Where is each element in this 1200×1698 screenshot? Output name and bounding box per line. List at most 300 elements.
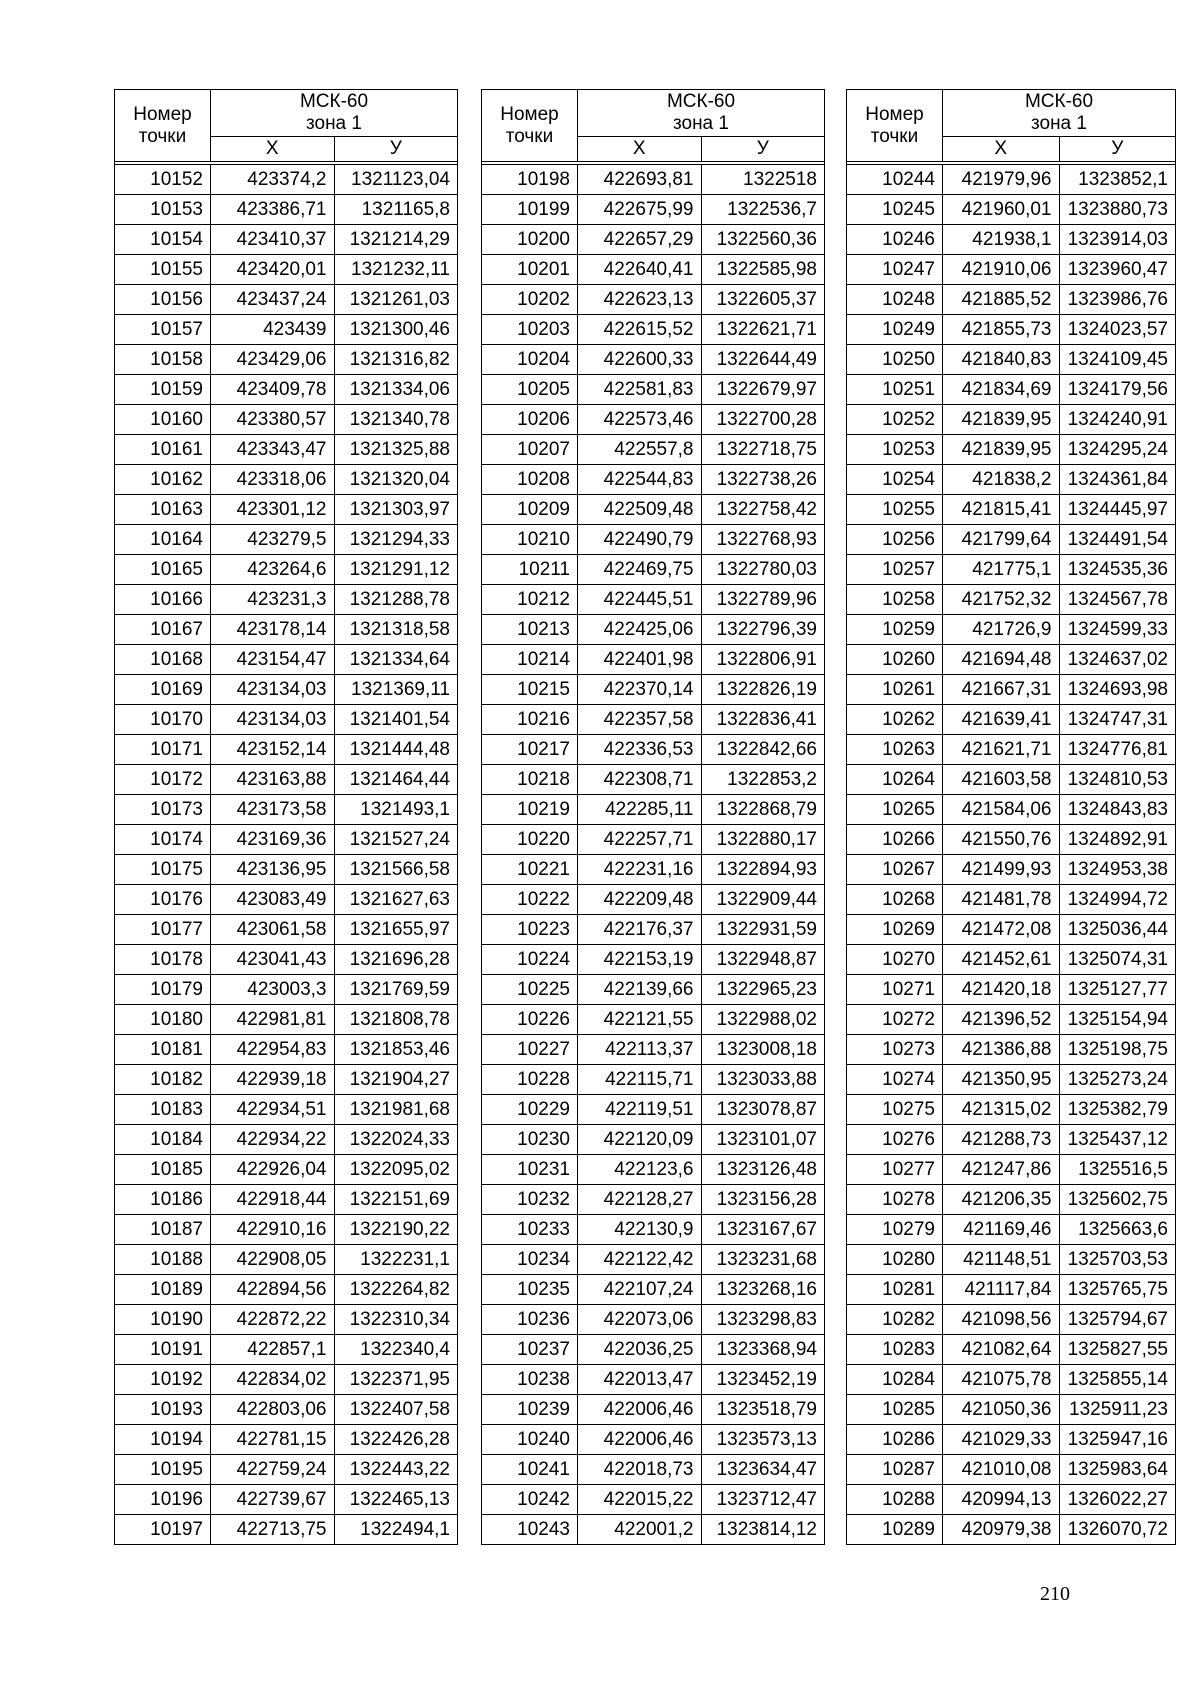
- x-coordinate-cell: 423429,06: [211, 345, 335, 375]
- point-number-cell: 10214: [482, 645, 578, 675]
- point-number-cell: 10205: [482, 375, 578, 405]
- y-coordinate-cell: 1321904,27: [334, 1065, 458, 1095]
- point-number-cell: 10190: [115, 1305, 211, 1335]
- x-coordinate-cell: 421752,32: [943, 585, 1060, 615]
- y-coordinate-cell: 1325602,75: [1059, 1185, 1176, 1215]
- x-coordinate-cell: 422657,29: [578, 225, 702, 255]
- x-coordinate-cell: 421481,78: [943, 885, 1060, 915]
- y-coordinate-cell: 1322465,13: [334, 1485, 458, 1515]
- point-number-cell: 10215: [482, 675, 578, 705]
- x-coordinate-cell: 421050,36: [943, 1395, 1060, 1425]
- x-coordinate-cell: 421098,56: [943, 1305, 1060, 1335]
- y-coordinate-cell: 1321288,78: [334, 585, 458, 615]
- table-row: [482, 825, 825, 855]
- y-coordinate-cell: 1321316,82: [334, 345, 458, 375]
- y-coordinate-cell: 1325983,64: [1059, 1455, 1176, 1485]
- y-coordinate-cell: 1324776,81: [1059, 735, 1176, 765]
- table-row: [115, 1245, 458, 1275]
- y-coordinate-cell: 1321808,78: [334, 1005, 458, 1035]
- table-row: [115, 1185, 458, 1215]
- y-coordinate-cell: 1325198,75: [1059, 1035, 1176, 1065]
- point-number-header: Номер точки: [115, 90, 211, 162]
- y-coordinate-cell: 1324843,83: [1059, 795, 1176, 825]
- table-row: [482, 795, 825, 825]
- table-row: [847, 1095, 1176, 1125]
- table-row: [482, 615, 825, 645]
- point-number-cell: 10278: [847, 1185, 943, 1215]
- point-number-cell: 10244: [847, 165, 943, 195]
- table-row: [847, 915, 1176, 945]
- point-number-cell: 10162: [115, 465, 211, 495]
- x-coordinate-cell: 421550,76: [943, 825, 1060, 855]
- table-row: [115, 555, 458, 585]
- table-row: [482, 1425, 825, 1455]
- table-row: [115, 975, 458, 1005]
- x-coordinate-cell: 422939,18: [211, 1065, 335, 1095]
- point-number-cell: 10192: [115, 1365, 211, 1395]
- point-number-cell: 10232: [482, 1185, 578, 1215]
- point-number-cell: 10221: [482, 855, 578, 885]
- x-coordinate-cell: 423409,78: [211, 375, 335, 405]
- y-coordinate-cell: 1324693,98: [1059, 675, 1176, 705]
- point-number-cell: 10272: [847, 1005, 943, 1035]
- point-number-cell: 10257: [847, 555, 943, 585]
- y-coordinate-cell: 1321340,78: [334, 405, 458, 435]
- y-coordinate-cell: 1325074,31: [1059, 945, 1176, 975]
- point-number-cell: 10181: [115, 1035, 211, 1065]
- x-coordinate-cell: 422120,09: [578, 1125, 702, 1155]
- table-row: [115, 885, 458, 915]
- point-number-cell: 10270: [847, 945, 943, 975]
- x-coordinate-cell: 422623,13: [578, 285, 702, 315]
- table-row: [115, 1335, 458, 1365]
- point-number-cell: 10239: [482, 1395, 578, 1425]
- y-coordinate-cell: 1322806,91: [701, 645, 825, 675]
- x-coordinate-cell: 423061,58: [211, 915, 335, 945]
- table-row: [482, 315, 825, 345]
- table-row: [115, 645, 458, 675]
- point-number-cell: 10240: [482, 1425, 578, 1455]
- x-coordinate-cell: 423264,6: [211, 555, 335, 585]
- x-coordinate-cell: 421979,96: [943, 165, 1060, 195]
- point-number-cell: 10188: [115, 1245, 211, 1275]
- point-number-cell: 10198: [482, 165, 578, 195]
- table-row: [115, 165, 458, 195]
- x-coordinate-cell: 421855,73: [943, 315, 1060, 345]
- point-number-cell: 10159: [115, 375, 211, 405]
- y-coordinate-cell: 1321566,58: [334, 855, 458, 885]
- table-row: [847, 945, 1176, 975]
- table-row: [482, 855, 825, 885]
- table-row: [115, 915, 458, 945]
- x-coordinate-cell: 423152,14: [211, 735, 335, 765]
- x-coordinate-cell: 421350,95: [943, 1065, 1060, 1095]
- x-coordinate-cell: 422122,42: [578, 1245, 702, 1275]
- point-number-cell: 10249: [847, 315, 943, 345]
- point-number-cell: 10255: [847, 495, 943, 525]
- x-header: Х: [578, 137, 702, 162]
- y-coordinate-cell: 1324747,31: [1059, 705, 1176, 735]
- x-coordinate-cell: 422573,46: [578, 405, 702, 435]
- point-number-cell: 10233: [482, 1215, 578, 1245]
- x-coordinate-cell: 423279,5: [211, 525, 335, 555]
- table-row: [847, 975, 1176, 1005]
- y-coordinate-cell: 1324567,78: [1059, 585, 1176, 615]
- y-coordinate-cell: 1322644,49: [701, 345, 825, 375]
- x-coordinate-cell: 421621,71: [943, 735, 1060, 765]
- x-coordinate-cell: 421472,08: [943, 915, 1060, 945]
- table-row: [115, 1515, 458, 1545]
- y-coordinate-cell: 1322190,22: [334, 1215, 458, 1245]
- point-number-cell: 10224: [482, 945, 578, 975]
- y-coordinate-cell: 1321769,59: [334, 975, 458, 1005]
- x-coordinate-cell: 422490,79: [578, 525, 702, 555]
- point-number-cell: 10254: [847, 465, 943, 495]
- table-row: [482, 945, 825, 975]
- point-number-cell: 10225: [482, 975, 578, 1005]
- y-coordinate-cell: 1322842,66: [701, 735, 825, 765]
- x-coordinate-cell: 421148,51: [943, 1245, 1060, 1275]
- point-number-cell: 10169: [115, 675, 211, 705]
- point-number-cell: 10187: [115, 1215, 211, 1245]
- table-row: [482, 165, 825, 195]
- table-row: [847, 435, 1176, 465]
- x-coordinate-cell: 422119,51: [578, 1095, 702, 1125]
- y-coordinate-cell: 1321318,58: [334, 615, 458, 645]
- table-body: [482, 165, 825, 1545]
- x-coordinate-cell: 422107,24: [578, 1275, 702, 1305]
- x-coordinate-cell: 422600,33: [578, 345, 702, 375]
- y-coordinate-cell: 1321300,46: [334, 315, 458, 345]
- y-coordinate-cell: 1321853,46: [334, 1035, 458, 1065]
- y-coordinate-cell: 1322371,95: [334, 1365, 458, 1395]
- point-number-cell: 10267: [847, 855, 943, 885]
- y-coordinate-cell: 1325437,12: [1059, 1125, 1176, 1155]
- table-row: [115, 225, 458, 255]
- point-number-cell: 10186: [115, 1185, 211, 1215]
- x-coordinate-cell: 422908,05: [211, 1245, 335, 1275]
- x-coordinate-cell: 422803,06: [211, 1395, 335, 1425]
- table-row: [482, 375, 825, 405]
- point-number-cell: 10280: [847, 1245, 943, 1275]
- x-coordinate-cell: 422759,24: [211, 1455, 335, 1485]
- y-coordinate-cell: 1324637,02: [1059, 645, 1176, 675]
- x-coordinate-cell: 422121,55: [578, 1005, 702, 1035]
- point-number-cell: 10277: [847, 1155, 943, 1185]
- table-row: [847, 615, 1176, 645]
- y-coordinate-cell: 1321165,8: [334, 195, 458, 225]
- y-coordinate-cell: 1322718,75: [701, 435, 825, 465]
- y-coordinate-cell: 1325827,55: [1059, 1335, 1176, 1365]
- point-number-cell: 10271: [847, 975, 943, 1005]
- point-number-cell: 10183: [115, 1095, 211, 1125]
- table-row: [482, 1005, 825, 1035]
- table-row: [115, 1215, 458, 1245]
- table-row: [115, 375, 458, 405]
- y-coordinate-cell: 1322621,71: [701, 315, 825, 345]
- y-coordinate-cell: 1322494,1: [334, 1515, 458, 1545]
- x-coordinate-cell: 422018,73: [578, 1455, 702, 1485]
- y-coordinate-cell: 1323298,83: [701, 1305, 825, 1335]
- point-number-cell: 10252: [847, 405, 943, 435]
- point-number-cell: 10166: [115, 585, 211, 615]
- y-coordinate-cell: 1325911,23: [1059, 1395, 1176, 1425]
- table-row: [482, 1155, 825, 1185]
- y-coordinate-cell: 1324179,56: [1059, 375, 1176, 405]
- point-number-cell: 10199: [482, 195, 578, 225]
- x-coordinate-cell: 422073,06: [578, 1305, 702, 1335]
- y-coordinate-cell: 1325794,67: [1059, 1305, 1176, 1335]
- x-coordinate-cell: 421420,18: [943, 975, 1060, 1005]
- table-row: [115, 1305, 458, 1335]
- table-row: [115, 1365, 458, 1395]
- point-number-cell: 10178: [115, 945, 211, 975]
- table-row: [482, 345, 825, 375]
- x-coordinate-cell: 422123,6: [578, 1155, 702, 1185]
- y-coordinate-cell: 1321325,88: [334, 435, 458, 465]
- point-number-cell: 10197: [115, 1515, 211, 1545]
- point-number-cell: 10193: [115, 1395, 211, 1425]
- y-coordinate-cell: 1322407,58: [334, 1395, 458, 1425]
- point-number-cell: 10170: [115, 705, 211, 735]
- y-coordinate-cell: 1322024,33: [334, 1125, 458, 1155]
- table-row: [482, 1455, 825, 1485]
- y-coordinate-cell: 1325703,53: [1059, 1245, 1176, 1275]
- table-row: [482, 885, 825, 915]
- y-coordinate-cell: 1323156,28: [701, 1185, 825, 1215]
- point-number-cell: 10286: [847, 1425, 943, 1455]
- y-coordinate-cell: 1322894,93: [701, 855, 825, 885]
- x-coordinate-cell: 421885,52: [943, 285, 1060, 315]
- y-header: У: [1059, 137, 1176, 162]
- x-coordinate-cell: 421910,06: [943, 255, 1060, 285]
- table-row: [482, 405, 825, 435]
- x-coordinate-cell: 420994,13: [943, 1485, 1060, 1515]
- x-coordinate-cell: 421775,1: [943, 555, 1060, 585]
- x-coordinate-cell: 423301,12: [211, 495, 335, 525]
- table-row: [115, 315, 458, 345]
- table-row: [482, 255, 825, 285]
- table-row: [847, 1065, 1176, 1095]
- x-coordinate-cell: 422006,46: [578, 1425, 702, 1455]
- point-number-cell: 10173: [115, 795, 211, 825]
- y-coordinate-cell: 1322826,19: [701, 675, 825, 705]
- y-coordinate-cell: 1324892,91: [1059, 825, 1176, 855]
- x-coordinate-cell: 423420,01: [211, 255, 335, 285]
- table-row: [115, 195, 458, 225]
- y-coordinate-cell: 1324599,33: [1059, 615, 1176, 645]
- point-number-cell: 10161: [115, 435, 211, 465]
- y-coordinate-cell: 1324953,38: [1059, 855, 1176, 885]
- x-coordinate-cell: 422834,02: [211, 1365, 335, 1395]
- x-coordinate-cell: 422675,99: [578, 195, 702, 225]
- y-header: У: [334, 137, 458, 162]
- point-number-cell: 10222: [482, 885, 578, 915]
- x-coordinate-cell: 421639,41: [943, 705, 1060, 735]
- y-coordinate-cell: 1325765,75: [1059, 1275, 1176, 1305]
- table-row: [847, 225, 1176, 255]
- point-number-cell: 10235: [482, 1275, 578, 1305]
- x-coordinate-cell: 421396,52: [943, 1005, 1060, 1035]
- x-coordinate-cell: 422581,83: [578, 375, 702, 405]
- point-number-cell: 10206: [482, 405, 578, 435]
- y-coordinate-cell: 1324023,57: [1059, 315, 1176, 345]
- y-coordinate-cell: 1322426,28: [334, 1425, 458, 1455]
- table-row: [847, 1485, 1176, 1515]
- point-number-cell: 10174: [115, 825, 211, 855]
- y-coordinate-cell: 1322738,26: [701, 465, 825, 495]
- x-coordinate-cell: 421694,48: [943, 645, 1060, 675]
- y-coordinate-cell: 1323078,87: [701, 1095, 825, 1125]
- y-coordinate-cell: 1323960,47: [1059, 255, 1176, 285]
- table-row: [847, 1215, 1176, 1245]
- point-number-cell: 10226: [482, 1005, 578, 1035]
- table-row: [482, 765, 825, 795]
- point-number-cell: 10202: [482, 285, 578, 315]
- table-row: [115, 1455, 458, 1485]
- table-row: [482, 525, 825, 555]
- y-coordinate-cell: 1325516,5: [1059, 1155, 1176, 1185]
- x-coordinate-cell: 422693,81: [578, 165, 702, 195]
- table-row: [847, 1455, 1176, 1485]
- point-number-cell: 10182: [115, 1065, 211, 1095]
- table-row: [847, 1395, 1176, 1425]
- table-row: [482, 435, 825, 465]
- y-coordinate-cell: 1321303,97: [334, 495, 458, 525]
- table-row: [847, 1125, 1176, 1155]
- point-number-cell: 10175: [115, 855, 211, 885]
- y-coordinate-cell: 1321655,97: [334, 915, 458, 945]
- x-coordinate-cell: 423134,03: [211, 705, 335, 735]
- point-number-cell: 10218: [482, 765, 578, 795]
- point-number-cell: 10262: [847, 705, 943, 735]
- y-coordinate-cell: 1323368,94: [701, 1335, 825, 1365]
- y-coordinate-cell: 1323518,79: [701, 1395, 825, 1425]
- table-row: [482, 1365, 825, 1395]
- x-coordinate-cell: 423318,06: [211, 465, 335, 495]
- x-coordinate-cell: 421010,08: [943, 1455, 1060, 1485]
- y-coordinate-cell: 1324295,24: [1059, 435, 1176, 465]
- x-coordinate-cell: 421117,84: [943, 1275, 1060, 1305]
- point-number-header: Номер точки: [482, 90, 578, 162]
- x-coordinate-cell: 422153,19: [578, 945, 702, 975]
- table-row: [115, 465, 458, 495]
- point-number-cell: 10196: [115, 1485, 211, 1515]
- point-number-cell: 10212: [482, 585, 578, 615]
- point-number-cell: 10258: [847, 585, 943, 615]
- table-row: [115, 675, 458, 705]
- point-number-cell: 10219: [482, 795, 578, 825]
- x-coordinate-cell: 422113,37: [578, 1035, 702, 1065]
- table-row: [482, 465, 825, 495]
- table-row: [847, 705, 1176, 735]
- table-row: [115, 405, 458, 435]
- table-row: [847, 765, 1176, 795]
- x-coordinate-cell: 422926,04: [211, 1155, 335, 1185]
- y-coordinate-cell: 1322880,17: [701, 825, 825, 855]
- x-coordinate-cell: 422910,16: [211, 1215, 335, 1245]
- table-row: [847, 1185, 1176, 1215]
- table-row: [847, 165, 1176, 195]
- y-coordinate-cell: 1321444,48: [334, 735, 458, 765]
- y-coordinate-cell: 1323167,67: [701, 1215, 825, 1245]
- point-number-cell: 10236: [482, 1305, 578, 1335]
- point-number-cell: 10245: [847, 195, 943, 225]
- table-row: [482, 1515, 825, 1545]
- y-coordinate-cell: 1321294,33: [334, 525, 458, 555]
- y-coordinate-cell: 1323712,47: [701, 1485, 825, 1515]
- y-coordinate-cell: 1321627,63: [334, 885, 458, 915]
- coordinate-system-header: [943, 90, 1176, 137]
- y-coordinate-cell: 1321334,64: [334, 645, 458, 675]
- y-coordinate-cell: 1323268,16: [701, 1275, 825, 1305]
- x-coordinate-cell: 421082,64: [943, 1335, 1060, 1365]
- y-coordinate-cell: 1322909,44: [701, 885, 825, 915]
- point-number-cell: 10165: [115, 555, 211, 585]
- y-coordinate-cell: 1322768,93: [701, 525, 825, 555]
- y-coordinate-cell: 1325036,44: [1059, 915, 1176, 945]
- point-number-cell: 10153: [115, 195, 211, 225]
- y-coordinate-cell: 1323814,12: [701, 1515, 825, 1545]
- y-coordinate-cell: 1325127,77: [1059, 975, 1176, 1005]
- x-coordinate-cell: 421386,88: [943, 1035, 1060, 1065]
- point-number-cell: 10208: [482, 465, 578, 495]
- x-coordinate-cell: 422370,14: [578, 675, 702, 705]
- y-coordinate-cell: 1323033,88: [701, 1065, 825, 1095]
- point-number-cell: 10266: [847, 825, 943, 855]
- x-coordinate-cell: 421029,33: [943, 1425, 1060, 1455]
- table-row: [847, 345, 1176, 375]
- x-coordinate-cell: 422544,83: [578, 465, 702, 495]
- x-coordinate-cell: 421667,31: [943, 675, 1060, 705]
- x-coordinate-cell: 422036,25: [578, 1335, 702, 1365]
- point-number-cell: 10274: [847, 1065, 943, 1095]
- x-coordinate-cell: 422739,67: [211, 1485, 335, 1515]
- point-number-cell: 10230: [482, 1125, 578, 1155]
- y-coordinate-cell: 1323126,48: [701, 1155, 825, 1185]
- table-row: [115, 1095, 458, 1125]
- y-coordinate-cell: 1322679,97: [701, 375, 825, 405]
- x-header: Х: [943, 137, 1060, 162]
- table-body: [115, 165, 458, 1545]
- y-coordinate-cell: 1323573,13: [701, 1425, 825, 1455]
- table-row: [847, 465, 1176, 495]
- table-row: [115, 795, 458, 825]
- x-coordinate-cell: 422713,75: [211, 1515, 335, 1545]
- x-coordinate-cell: 422469,75: [578, 555, 702, 585]
- table-row: [482, 975, 825, 1005]
- y-coordinate-cell: 1322605,37: [701, 285, 825, 315]
- y-coordinate-cell: 1322340,4: [334, 1335, 458, 1365]
- y-coordinate-cell: 1323880,73: [1059, 195, 1176, 225]
- y-coordinate-cell: 1322868,79: [701, 795, 825, 825]
- table-row: [115, 435, 458, 465]
- point-number-cell: 10163: [115, 495, 211, 525]
- table-row: [847, 825, 1176, 855]
- y-coordinate-cell: 1324810,53: [1059, 765, 1176, 795]
- table-row: [482, 735, 825, 765]
- point-number-cell: 10234: [482, 1245, 578, 1275]
- table-row: [847, 1305, 1176, 1335]
- x-coordinate-cell: 423380,57: [211, 405, 335, 435]
- point-number-cell: 10287: [847, 1455, 943, 1485]
- x-coordinate-cell: 421206,35: [943, 1185, 1060, 1215]
- point-number-cell: 10171: [115, 735, 211, 765]
- x-coordinate-cell: 422615,52: [578, 315, 702, 345]
- x-coordinate-cell: 420979,38: [943, 1515, 1060, 1545]
- table-row: [847, 645, 1176, 675]
- table-row: [847, 1155, 1176, 1185]
